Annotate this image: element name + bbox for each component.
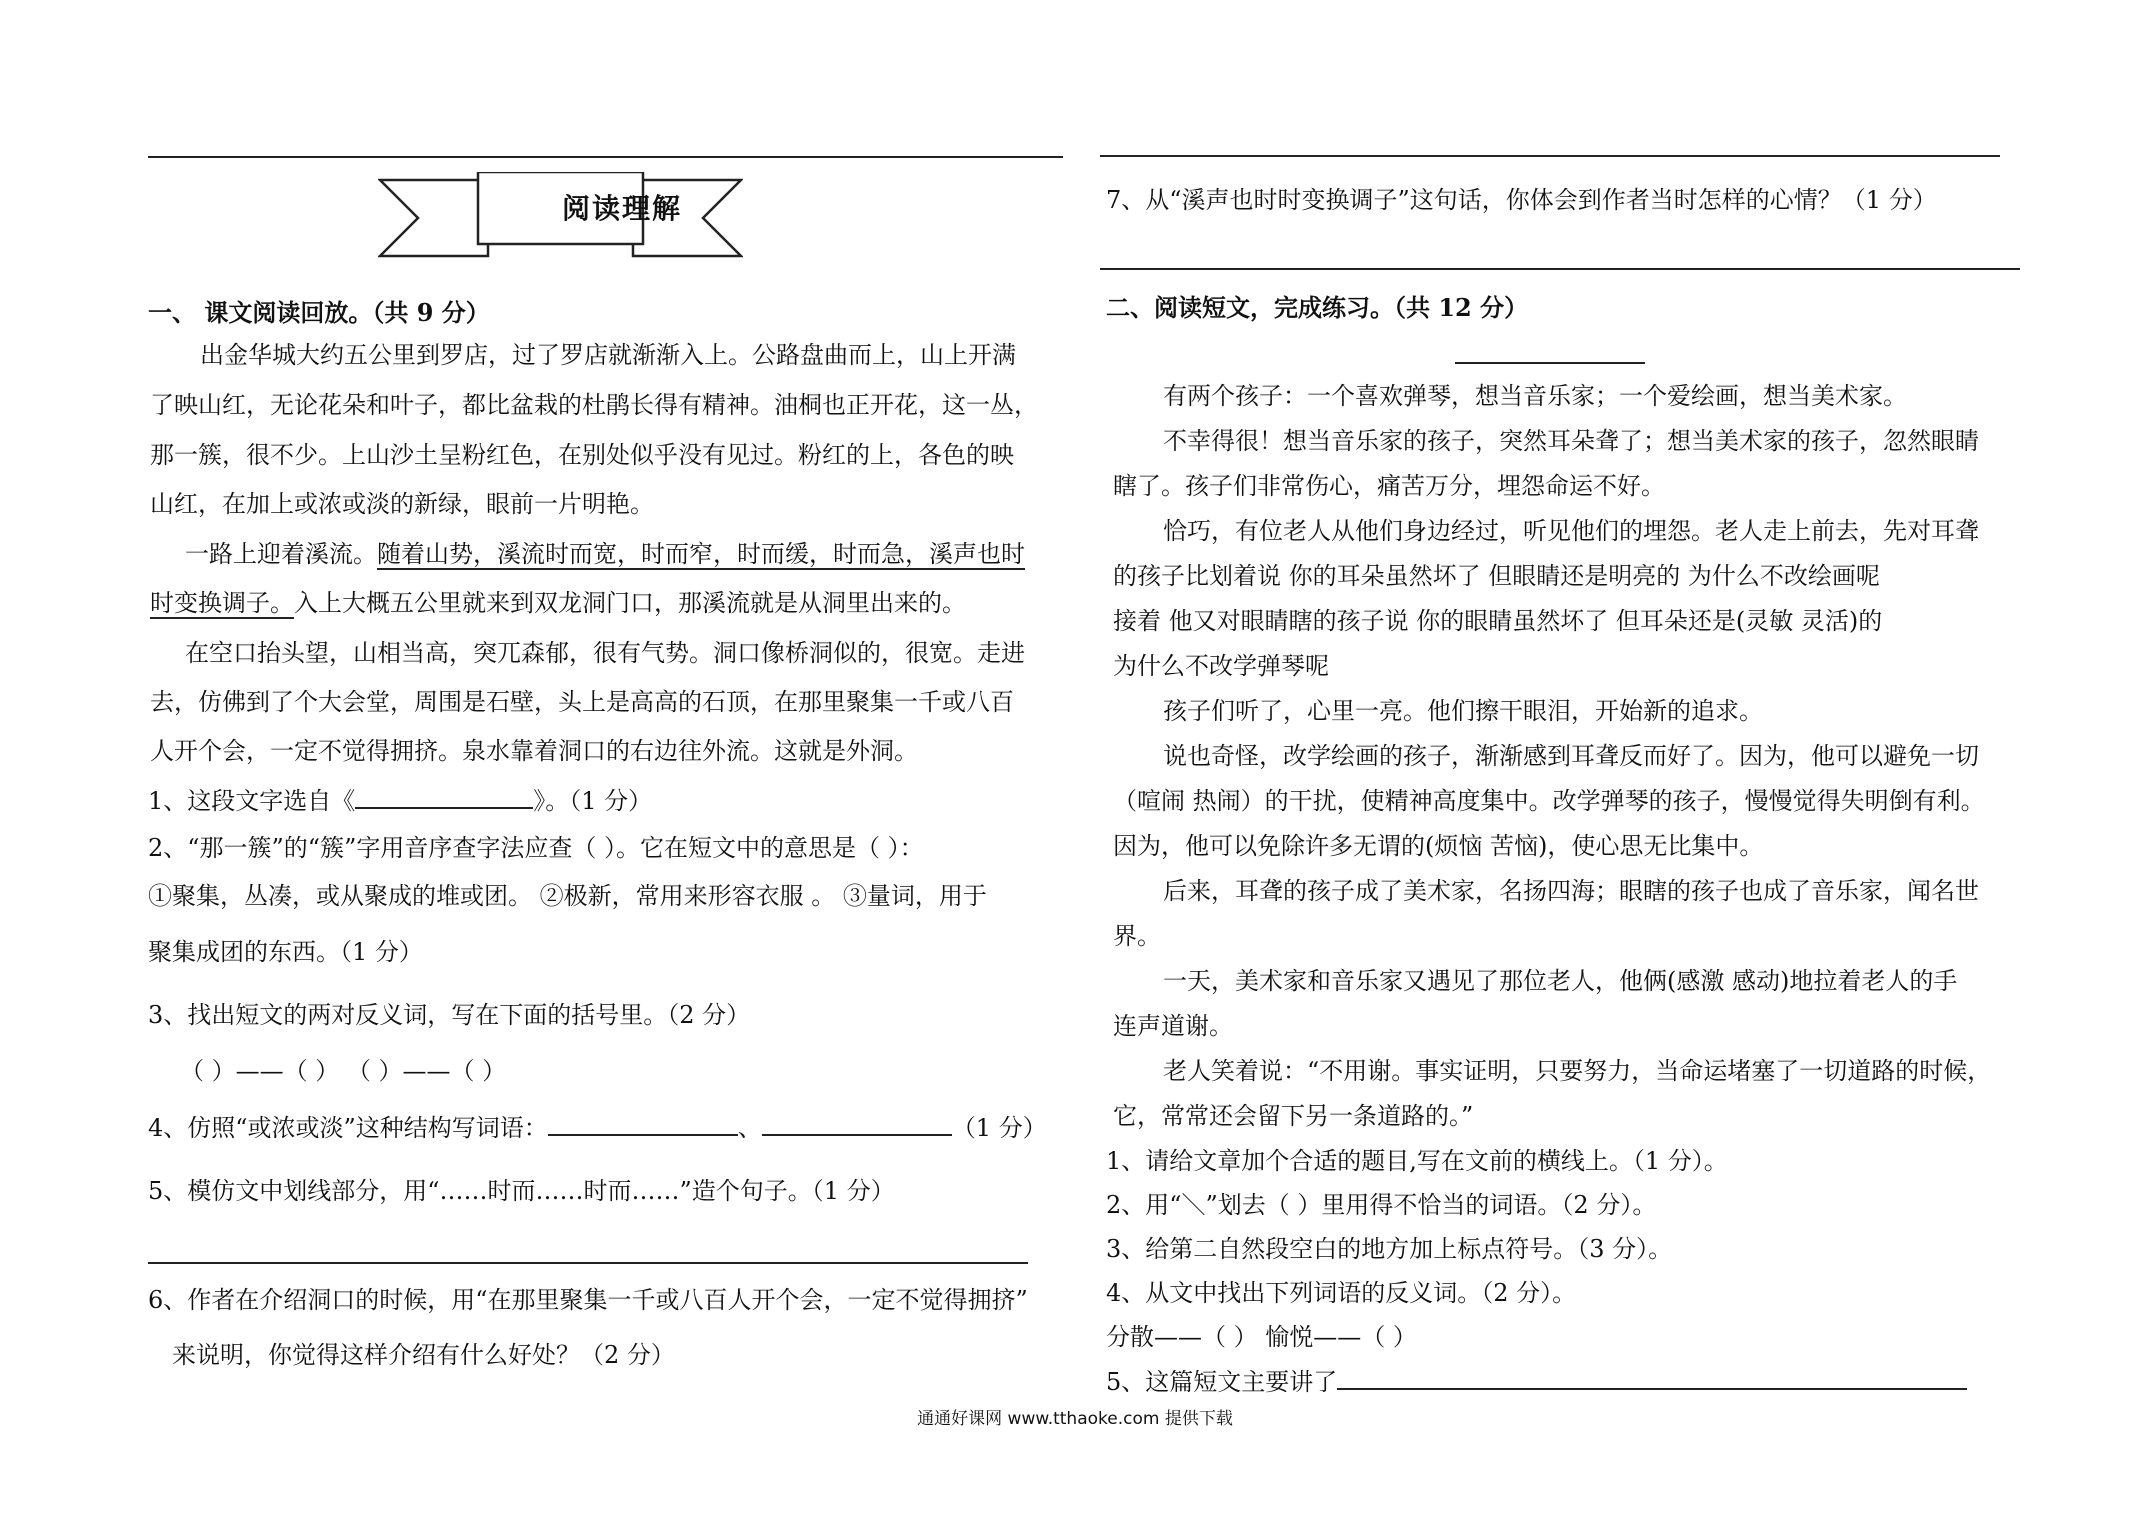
- passage-one-line: 在空口抬头望，山相当高，突兀森郁，很有气势。洞口像桥洞似的，很宽。走进: [185, 639, 1025, 667]
- separator: 、: [737, 1114, 762, 1142]
- passage-two-line: 连声道谢。: [1113, 1012, 1233, 1040]
- passage-two-line: 因为，他可以免除许多无谓的(烦恼 苦恼)，使心思无比集中。: [1113, 832, 1764, 860]
- question-3: 3、找出短文的两对反义词，写在下面的括号里。（2 分）: [148, 1001, 751, 1029]
- passage-two-line: 后来，耳聋的孩子成了美术家，名扬四海；眼瞎的孩子也成了音乐家，闻名世: [1163, 877, 1979, 905]
- question-1-text: 1、这段文字选自《: [148, 787, 356, 815]
- passage-two-line: 界。: [1113, 922, 1161, 950]
- question-1: [148, 785, 652, 816]
- passage-one-line: 出金华城大约五公里到罗店，过了罗店就渐渐入上。公路盘曲而上，山上开满: [200, 341, 1016, 369]
- question-2-line: 聚集成团的东西。（1 分）: [148, 938, 423, 966]
- passage-two-line: 有两个孩子：一个喜欢弹琴，想当音乐家；一个爱绘画，想当美术家。: [1163, 382, 1907, 410]
- passage-two-line: 为什么不改学弹琴呢: [1113, 652, 1329, 680]
- passage-two-line: 说也奇怪，改学绘画的孩子，渐渐感到耳聋反而好了。因为，他可以避免一切: [1163, 742, 1979, 770]
- underlined-sentence: 随着山势，溪流时而宽，时而窄，时而缓，时而急，溪声也时: [377, 540, 1025, 568]
- title-ribbon-banner: [378, 172, 743, 264]
- footer-source: 通通好课网 www.tthaoke.com 提供下载: [917, 1409, 1233, 1429]
- antonym-blanks[interactable]: 分散——（ ） 愉悦——（ ）: [1106, 1323, 1417, 1351]
- question-4-score: （1 分）: [951, 1114, 1047, 1142]
- title-blank-line[interactable]: [1455, 362, 1645, 364]
- passage-two-line: （喧闹 热闹）的干扰，使精神高度集中。改学弹琴的孩子，慢慢觉得失明倒有利。: [1113, 787, 1985, 815]
- top-rule-left: [148, 156, 1063, 158]
- section-two-question: 4、从文中找出下列词语的反义词。（2 分）。: [1106, 1279, 1577, 1307]
- question-7: 7、从“溪声也时时变换调子”这句话，你体会到作者当时怎样的心情？（1 分）: [1106, 186, 1937, 214]
- question-4-text: 4、仿照“或浓或淡”这种结构写词语：: [148, 1114, 548, 1142]
- section-two-heading: 二、阅读短文，完成练习。（共 12 分）: [1106, 293, 1529, 322]
- section-one-heading: 一、 课文阅读回放。（共 9 分）: [148, 298, 490, 327]
- passage-two-line: 瞎了。孩子们非常伤心，痛苦万分，埋怨命运不好。: [1113, 472, 1665, 500]
- answer-line[interactable]: [148, 1262, 1028, 1264]
- question-5: 5、模仿文中划线部分，用“……时而……时而……”造个句子。（1 分）: [148, 1177, 895, 1205]
- passage-two-line: 的孩子比划着说 你的耳朵虽然坏了 但眼睛还是明亮的 为什么不改绘画呢: [1113, 562, 1880, 590]
- passage-two-line: 孩子们听了，心里一亮。他们擦干眼泪，开始新的追求。: [1163, 697, 1763, 725]
- passage-one-line: 人开个会，一定不觉得拥挤。泉水靠着洞口的右边往外流。这就是外洞。: [150, 737, 918, 765]
- passage-two-line: 老人笑着说：“不用谢。事实证明，只要努力，当命运堵塞了一切道路的时候，: [1163, 1057, 1992, 1085]
- passage-two-line: 不幸得很！想当音乐家的孩子，突然耳朵聋了；想当美术家的孩子，忽然眼睛: [1163, 427, 1979, 455]
- section-two-question: 1、请给文章加个合适的题目,写在文前的横线上。（1 分）。: [1106, 1147, 1728, 1175]
- question-4: [148, 1112, 1047, 1143]
- question-1-score: 》。（1 分）: [533, 787, 653, 815]
- passage-one-line: [185, 539, 1025, 569]
- underlined-sentence: 时变换调子。: [150, 589, 294, 617]
- passage-one-line: 去，仿佛到了个大会堂，周围是石壁，头上是高高的石顶，在那里聚集一千或八百: [150, 688, 1014, 716]
- section-two-question: 3、给第二自然段空白的地方加上标点符号。（3 分）。: [1106, 1235, 1673, 1263]
- passage-one-line: 了映山红，无论花朵和叶子，都比盆栽的杜鹃长得有精神。油桐也正开花，这一丛，: [150, 391, 1038, 419]
- answer-blank[interactable]: [355, 785, 533, 809]
- answer-blank[interactable]: [1337, 1366, 1967, 1390]
- passage-two-line: 接着 他又对眼睛瞎的孩子说 你的眼睛虽然坏了 但耳朵还是(灵敏 灵活)的: [1113, 607, 1883, 635]
- question-6-line: 来说明，你觉得这样介绍有什么好处？（2 分）: [172, 1341, 675, 1369]
- question-5-summary: [1106, 1366, 1967, 1397]
- passage-one-line: 山红，在加上或浓或淡的新绿，眼前一片明艳。: [150, 490, 654, 518]
- passage-two-line: 它，常常还会留下另一条道路的。”: [1113, 1102, 1474, 1130]
- top-rule-right: [1100, 155, 2000, 157]
- question-5-text: 5、这篇短文主要讲了: [1106, 1368, 1338, 1396]
- question-3-blanks[interactable]: （ ）——（ ） （ ）——（ ）: [180, 1057, 507, 1085]
- passage-one-text: 入上大概五公里就来到双龙洞门口，那溪流就是从洞里出来的。: [294, 589, 966, 617]
- section-two-question: 2、用“＼”划去（ ）里用得不恰当的词语。（2 分）。: [1106, 1191, 1657, 1219]
- passage-two-line: 恰巧，有位老人从他们身边经过，听见他们的埋怨。老人走上前去，先对耳聋: [1163, 517, 1979, 545]
- answer-line[interactable]: [1100, 268, 2020, 270]
- question-6-line: 6、作者在介绍洞口的时候，用“在那里聚集一千或八百人开个会，一定不觉得拥挤”: [148, 1286, 1028, 1314]
- passage-one-text: 一路上迎着溪流。: [185, 540, 377, 568]
- passage-two-line: 一天，美术家和音乐家又遇见了那位老人，他俩(感激 感动)地拉着老人的手: [1163, 967, 1958, 995]
- banner-title: 阅读理解: [562, 192, 683, 225]
- answer-blank[interactable]: [762, 1112, 952, 1136]
- passage-one-line: 那一簇，很不少。上山沙土呈粉红色，在别处似乎没有见过。粉红的上，各色的映: [150, 441, 1014, 469]
- answer-blank[interactable]: [548, 1112, 738, 1136]
- question-2-line: ①聚集，丛凑，或从聚成的堆或团。 ②极新，常用来形容衣服 。 ③量词，用于: [148, 882, 987, 910]
- question-2-line: 2、“那一簇”的“簇”字用音序查字法应查（ ）。它在短文中的意思是（ ）：: [148, 834, 924, 862]
- passage-one-line: [150, 588, 966, 618]
